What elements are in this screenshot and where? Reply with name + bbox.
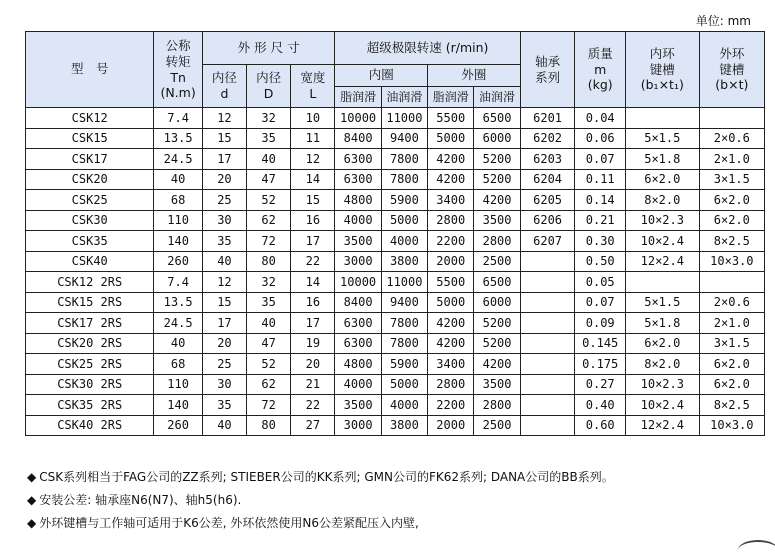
note-item	[27, 468, 614, 491]
table-cell: 2×1.0	[699, 313, 764, 334]
header-inner-keyway-l3: (b₁×t₁)	[640, 77, 684, 93]
table-cell	[699, 108, 764, 129]
table-cell: 6×2.0	[625, 169, 699, 190]
table-cell: 7.4	[154, 272, 202, 293]
table-cell: 5×1.5	[625, 292, 699, 313]
table-cell: 10×3.0	[699, 251, 764, 272]
table-cell: 11000	[381, 272, 427, 293]
table-cell: 2×0.6	[699, 292, 764, 313]
table-cell: 6000	[474, 292, 520, 313]
table-cell: 6205	[520, 190, 575, 211]
table-cell: CSK25	[26, 190, 154, 211]
table-cell: 0.27	[575, 374, 626, 395]
table-cell: 0.07	[575, 149, 626, 170]
header-torque-l2: 转矩	[165, 53, 191, 69]
header-dimensions: 外 形 尺 寸	[202, 32, 335, 65]
table-cell: 0.09	[575, 313, 626, 334]
header-outer-ring: 外圈	[428, 65, 521, 87]
table-cell: 11000	[381, 108, 427, 129]
table-cell: 19	[291, 333, 335, 354]
table-cell: 32	[247, 272, 291, 293]
header-mass	[575, 32, 626, 108]
table-cell: 4200	[428, 169, 474, 190]
table-cell: 6203	[520, 149, 575, 170]
table-cell: 6×2.0	[699, 374, 764, 395]
header-outer-oil: 油润滑	[474, 87, 520, 108]
notes	[27, 468, 614, 537]
table-cell: CSK35	[26, 231, 154, 252]
table-cell: 35	[202, 231, 246, 252]
header-width-l1: 宽度	[300, 70, 326, 86]
table-cell: 68	[154, 190, 202, 211]
table-cell: 6300	[335, 169, 381, 190]
table-cell: CSK12 2RS	[26, 272, 154, 293]
table-cell: 52	[247, 190, 291, 211]
table-cell: CSK25 2RS	[26, 354, 154, 375]
table-cell: 5200	[474, 149, 520, 170]
table-cell: 27	[291, 415, 335, 436]
table-cell: 0.145	[575, 333, 626, 354]
table-row	[26, 251, 765, 272]
table-cell: CSK12	[26, 108, 154, 129]
table-cell: 2×0.6	[699, 128, 764, 149]
table-cell: 40	[154, 333, 202, 354]
table-cell: 140	[154, 395, 202, 416]
table-cell: 0.40	[575, 395, 626, 416]
table-cell: 2800	[428, 374, 474, 395]
table-cell: 25	[202, 190, 246, 211]
table-row	[26, 190, 765, 211]
header-outer-keyway-l3: (b×t)	[715, 77, 749, 93]
note-text: 安装公差: 轴承座N6(N7)、轴h5(h6).	[39, 493, 242, 507]
table-cell: 4200	[428, 149, 474, 170]
header-inner-grease: 脂润滑	[335, 87, 381, 108]
table-cell: CSK40 2RS	[26, 415, 154, 436]
table-row	[26, 272, 765, 293]
table-row	[26, 333, 765, 354]
table-cell: 6×2.0	[699, 190, 764, 211]
table-cell: 2500	[474, 415, 520, 436]
table-cell: 260	[154, 415, 202, 436]
table-cell: 3×1.5	[699, 333, 764, 354]
header-torque	[154, 32, 202, 108]
header-torque-l1: 公称	[165, 38, 191, 54]
note-text: CSK系列相当于FAG公司的ZZ系列; STIEBER公司的KK系列; GMN公司的FK62系列; DANA公司的BB系列。	[39, 470, 614, 484]
header-inner-dia-l1: 内径	[211, 70, 237, 86]
table-cell: 10×2.3	[625, 374, 699, 395]
table-cell: 0.30	[575, 231, 626, 252]
header-outer-keyway-l1: 外环	[719, 46, 745, 62]
table-cell: 4200	[428, 313, 474, 334]
table-cell: 0.11	[575, 169, 626, 190]
table-cell: 6206	[520, 210, 575, 231]
table-cell	[520, 313, 575, 334]
table-cell: 8×2.5	[699, 395, 764, 416]
table-cell: 6300	[335, 333, 381, 354]
table-cell: 10×3.0	[699, 415, 764, 436]
header-inner-dia	[202, 65, 246, 108]
header-bearing-l1: 轴承	[535, 53, 561, 69]
table-row	[26, 128, 765, 149]
note-item	[27, 491, 614, 514]
header-outer-dia-l2: D	[263, 86, 274, 101]
table-cell: 40	[202, 251, 246, 272]
table-cell: 3400	[428, 354, 474, 375]
table-cell: 4000	[381, 231, 427, 252]
table-cell: 12	[202, 272, 246, 293]
table-cell: 2000	[428, 415, 474, 436]
header-model: 型 号	[26, 32, 154, 108]
note-item	[27, 514, 614, 537]
table-cell: 17	[291, 313, 335, 334]
table-cell: 35	[247, 128, 291, 149]
table-cell: 22	[291, 251, 335, 272]
header-bearing-series	[520, 32, 575, 108]
table-cell: 14	[291, 169, 335, 190]
header-bearing-l2: 系列	[535, 69, 561, 85]
table-cell: 2800	[474, 231, 520, 252]
table-cell: 25	[202, 354, 246, 375]
table-cell: 10000	[335, 108, 381, 129]
table-cell: 8×2.0	[625, 354, 699, 375]
table-row	[26, 169, 765, 190]
table-cell: 4200	[474, 190, 520, 211]
table-cell: 47	[247, 333, 291, 354]
table-row	[26, 395, 765, 416]
table-cell: 0.14	[575, 190, 626, 211]
header-speed: 超级极限转速 (r/min)	[335, 32, 520, 65]
table-cell: 52	[247, 354, 291, 375]
header-outer-dia-l1: 内径	[256, 70, 282, 86]
table-row	[26, 354, 765, 375]
table-cell: 15	[202, 128, 246, 149]
table-cell	[520, 415, 575, 436]
table-cell: 5900	[381, 190, 427, 211]
table-cell: 260	[154, 251, 202, 272]
table-cell: 7.4	[154, 108, 202, 129]
table-cell: 5000	[381, 374, 427, 395]
table-cell: 2200	[428, 395, 474, 416]
table-cell: 0.175	[575, 354, 626, 375]
table-cell: 62	[247, 210, 291, 231]
table-cell	[520, 292, 575, 313]
table-cell: 20	[202, 333, 246, 354]
table-cell: 17	[202, 149, 246, 170]
table-cell	[520, 395, 575, 416]
table-cell: 140	[154, 231, 202, 252]
table-cell: CSK20	[26, 169, 154, 190]
table-cell: 12	[202, 108, 246, 129]
table-cell	[699, 272, 764, 293]
table-cell: 6500	[474, 108, 520, 129]
table-row	[26, 292, 765, 313]
table-cell: 4200	[474, 354, 520, 375]
table-row	[26, 210, 765, 231]
table-cell: 40	[202, 415, 246, 436]
spec-table	[25, 31, 765, 436]
table-cell: 13.5	[154, 128, 202, 149]
table-cell: 40	[154, 169, 202, 190]
table-cell: 0.60	[575, 415, 626, 436]
table-cell: 3400	[428, 190, 474, 211]
table-row	[26, 374, 765, 395]
table-cell: 6300	[335, 313, 381, 334]
header-inner-ring: 内圈	[335, 65, 428, 87]
table-cell: 7800	[381, 169, 427, 190]
table-cell: CSK15 2RS	[26, 292, 154, 313]
table-cell: 4000	[335, 374, 381, 395]
table-cell: 9400	[381, 128, 427, 149]
table-cell: 8400	[335, 128, 381, 149]
header-mass-l1: 质量	[587, 46, 613, 62]
diamond-bullet-icon: ◆	[27, 516, 37, 530]
table-cell: 8400	[335, 292, 381, 313]
table-cell: 17	[291, 231, 335, 252]
table-cell: 2200	[428, 231, 474, 252]
table-cell: 20	[202, 169, 246, 190]
header-width-l2: L	[309, 86, 317, 101]
header-inner-oil: 油润滑	[381, 87, 427, 108]
header-outer-keyway-l2: 键槽	[719, 61, 745, 77]
table-cell: 3800	[381, 415, 427, 436]
table-cell: 0.07	[575, 292, 626, 313]
table-cell: 6201	[520, 108, 575, 129]
table-cell: 32	[247, 108, 291, 129]
table-cell: 6×2.0	[625, 333, 699, 354]
table-cell	[625, 108, 699, 129]
table-cell	[625, 272, 699, 293]
table-cell: 5200	[474, 169, 520, 190]
table-cell: 6207	[520, 231, 575, 252]
header-outer-dia	[247, 65, 291, 108]
table-cell: CSK40	[26, 251, 154, 272]
table-row	[26, 149, 765, 170]
table-cell: 110	[154, 210, 202, 231]
table-cell: 0.04	[575, 108, 626, 129]
header-mass-l3: (kg)	[587, 77, 613, 93]
header-outer-keyway	[699, 32, 764, 108]
table-cell: 5900	[381, 354, 427, 375]
table-cell: 0.06	[575, 128, 626, 149]
table-cell: 40	[247, 149, 291, 170]
table-cell: 5000	[428, 128, 474, 149]
table-cell: 2×1.0	[699, 149, 764, 170]
table-cell: 4000	[381, 395, 427, 416]
table-cell	[520, 354, 575, 375]
table-cell: 3×1.5	[699, 169, 764, 190]
table-cell: 62	[247, 374, 291, 395]
table-cell: 68	[154, 354, 202, 375]
table-row	[26, 108, 765, 129]
table-cell: 6300	[335, 149, 381, 170]
table-cell: 16	[291, 210, 335, 231]
table-cell: CSK17	[26, 149, 154, 170]
table-cell: CSK30	[26, 210, 154, 231]
table-cell: 12	[291, 149, 335, 170]
table-cell: 24.5	[154, 149, 202, 170]
table-cell: 80	[247, 415, 291, 436]
table-cell: 10×2.3	[625, 210, 699, 231]
table-cell: 14	[291, 272, 335, 293]
table-cell: 20	[291, 354, 335, 375]
table-cell: CSK20 2RS	[26, 333, 154, 354]
header-mass-l2: m	[594, 61, 607, 77]
table-cell: CSK30 2RS	[26, 374, 154, 395]
header-inner-keyway-l2: 键槽	[649, 61, 675, 77]
table-cell: 12×2.4	[625, 251, 699, 272]
table-cell: 72	[247, 231, 291, 252]
table-cell: 3500	[335, 231, 381, 252]
table-cell: 5200	[474, 313, 520, 334]
table-cell: 72	[247, 395, 291, 416]
header-torque-l3: Tn	[170, 69, 186, 85]
table-cell: 6500	[474, 272, 520, 293]
table-cell: 5200	[474, 333, 520, 354]
table-cell: 22	[291, 395, 335, 416]
corner-curve-mark	[738, 540, 775, 560]
table-cell: 21	[291, 374, 335, 395]
table-cell: 7800	[381, 333, 427, 354]
unit-label: 单位: mm	[695, 14, 751, 28]
table-cell: CSK15	[26, 128, 154, 149]
table-cell: 5×1.8	[625, 149, 699, 170]
table-cell: 7800	[381, 313, 427, 334]
table-cell	[520, 374, 575, 395]
table-cell: 10×2.4	[625, 395, 699, 416]
table-cell: 17	[202, 313, 246, 334]
header-torque-l4: (N.m)	[160, 85, 196, 101]
table-cell: 2000	[428, 251, 474, 272]
table-cell: 4800	[335, 354, 381, 375]
header-outer-grease: 脂润滑	[428, 87, 474, 108]
table-cell: 8×2.0	[625, 190, 699, 211]
table-cell	[520, 272, 575, 293]
table-cell: 3800	[381, 251, 427, 272]
table-cell: 10000	[335, 272, 381, 293]
table-cell: 15	[202, 292, 246, 313]
table-cell: 5000	[381, 210, 427, 231]
table-cell: 12×2.4	[625, 415, 699, 436]
table-cell: CSK35 2RS	[26, 395, 154, 416]
table-cell: 7800	[381, 149, 427, 170]
table-cell: 3000	[335, 415, 381, 436]
table-cell: 6202	[520, 128, 575, 149]
table-cell: 6000	[474, 128, 520, 149]
table-cell: 4800	[335, 190, 381, 211]
table-cell: 3500	[474, 374, 520, 395]
table-cell: 80	[247, 251, 291, 272]
table-cell: 40	[247, 313, 291, 334]
table-cell: 30	[202, 210, 246, 231]
table-cell	[520, 251, 575, 272]
table-cell: 3500	[335, 395, 381, 416]
table-cell: 5500	[428, 272, 474, 293]
table-cell: 8×2.5	[699, 231, 764, 252]
table-cell: 5×1.8	[625, 313, 699, 334]
table-cell: 10×2.4	[625, 231, 699, 252]
table-cell: 16	[291, 292, 335, 313]
table-cell: 15	[291, 190, 335, 211]
table-cell: 24.5	[154, 313, 202, 334]
table-row	[26, 313, 765, 334]
table-cell: 2500	[474, 251, 520, 272]
diamond-bullet-icon: ◆	[27, 470, 37, 484]
table-cell: CSK17 2RS	[26, 313, 154, 334]
table-cell: 6×2.0	[699, 210, 764, 231]
table-cell: 6×2.0	[699, 354, 764, 375]
header-inner-dia-l2: d	[220, 86, 229, 101]
table-cell: 11	[291, 128, 335, 149]
table-row	[26, 231, 765, 252]
table-cell: 0.50	[575, 251, 626, 272]
note-text: 外环键槽与工作轴可适用于K6公差, 外环依然使用N6公差紧配压入内壁,	[39, 516, 419, 530]
diamond-bullet-icon: ◆	[27, 493, 37, 507]
table-cell: 10	[291, 108, 335, 129]
table-cell: 5×1.5	[625, 128, 699, 149]
table-cell: 2800	[428, 210, 474, 231]
header-inner-keyway-l1: 内环	[649, 46, 675, 62]
table-cell: 110	[154, 374, 202, 395]
table-cell: 35	[247, 292, 291, 313]
table-cell: 13.5	[154, 292, 202, 313]
table-cell: 4200	[428, 333, 474, 354]
table-cell: 2800	[474, 395, 520, 416]
spec-table-body	[26, 108, 765, 436]
table-cell: 0.21	[575, 210, 626, 231]
table-cell: 5500	[428, 108, 474, 129]
table-cell: 6204	[520, 169, 575, 190]
header-width	[291, 65, 335, 108]
table-cell: 5000	[428, 292, 474, 313]
table-cell: 9400	[381, 292, 427, 313]
table-cell: 3500	[474, 210, 520, 231]
table-cell: 30	[202, 374, 246, 395]
table-cell: 0.05	[575, 272, 626, 293]
table-cell: 4000	[335, 210, 381, 231]
table-cell: 47	[247, 169, 291, 190]
table-cell: 35	[202, 395, 246, 416]
table-cell: 3000	[335, 251, 381, 272]
table-row	[26, 415, 765, 436]
table-cell	[520, 333, 575, 354]
header-inner-keyway	[625, 32, 699, 108]
